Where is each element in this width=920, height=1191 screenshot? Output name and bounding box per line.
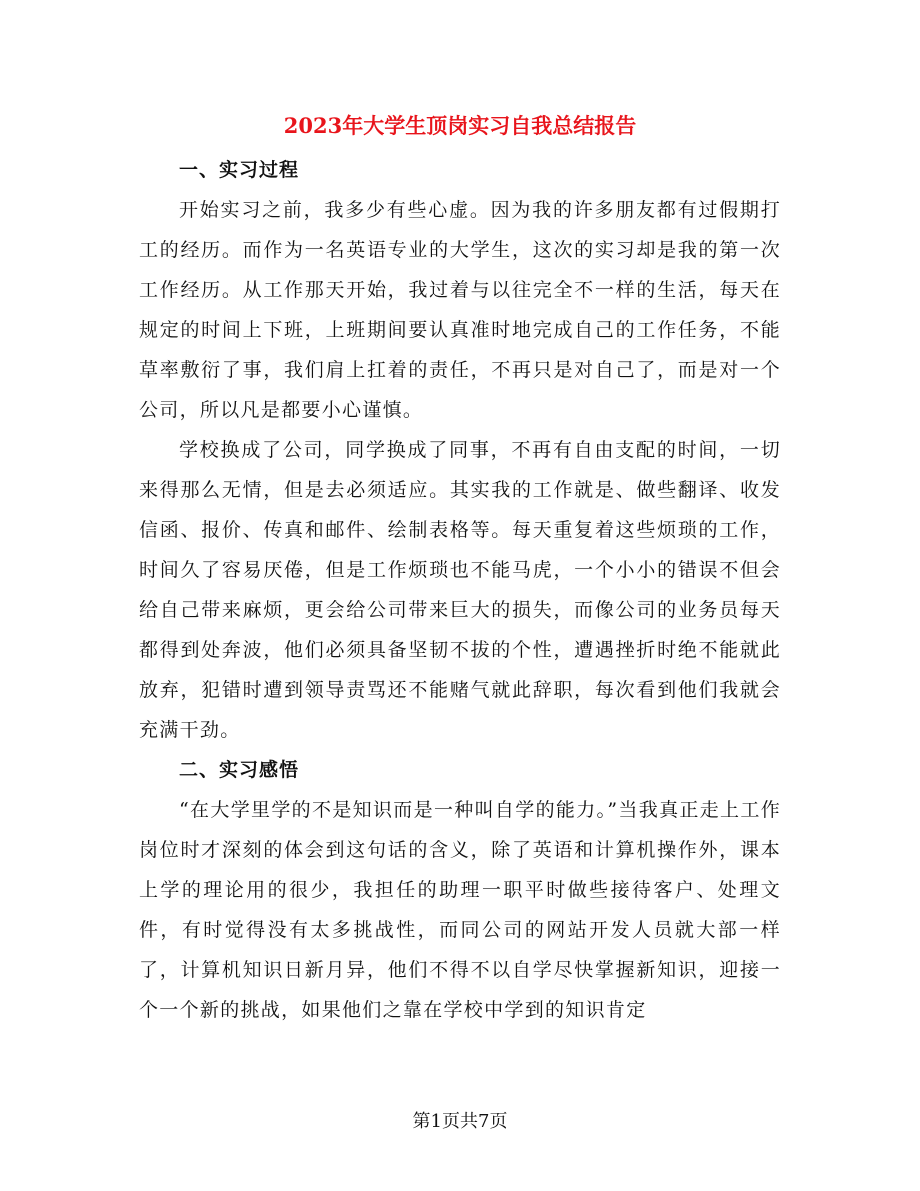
section-heading-insights: 二、实习感悟 bbox=[179, 759, 300, 781]
paragraph: 开始实习之前，我多少有些心虚。因为我的许多朋友都有过假期打工的经历。而作为一名英语专业的大学生，这次的实习却是我的第一次工作经历。从工作那天开始，我过着与以往完全不一样的生活，每天在规定的时间上下班，上班期间要认真准时地完成自己的工作任务，不能草率敷衍了事，我们肩上扛着的责任，不再只是对自己了，而是对一个公司，所以凡是都要小心谨慎。 bbox=[139, 199, 781, 421]
paragraph: “在大学里学的不是知识而是一种叫自学的能力。”当我真正走上工作岗位时才深刻的体会到这句话的含义，除了英语和计算机操作外，课本上学的理论用的很少，我担任的助理一职平时做些接待客户、处理文件，有时觉得没有太多挑战性，而同公司的网站开发人员就大部一样了，计算机知识日新月异，他们不得不以自学尽快掌握新知识，迎接一个一个新的挑战，如果他们之靠在学校中学到的知识肯定 bbox=[139, 799, 781, 1021]
page-number-footer: 第1页共7页 bbox=[412, 1111, 508, 1132]
document-body bbox=[139, 150, 781, 1030]
document-title: 2023年大学生顶岗实习自我总结报告 bbox=[283, 113, 637, 138]
section-heading-process: 一、实习过程 bbox=[179, 159, 300, 181]
paragraph: 学校换成了公司，同学换成了同事，不再有自由支配的时间，一切来得那么无情，但是去必须适应。其实我的工作就是、做些翻译、收发信函、报价、传真和邮件、绘制表格等。每天重复着这些烦琐的工作，时间久了容易厌倦，但是工作烦琐也不能马虎，一个小小的错误不但会给自己带来麻烦，更会给公司带来巨大的损失，而像公司的业务员每天都得到处奔波，他们必须具备坚韧不拔的个性，遭遇挫折时绝不能就此放弃，犯错时遭到领导责骂还不能赌气就此辞职，每次看到他们我就会充满干劲。 bbox=[139, 439, 781, 741]
